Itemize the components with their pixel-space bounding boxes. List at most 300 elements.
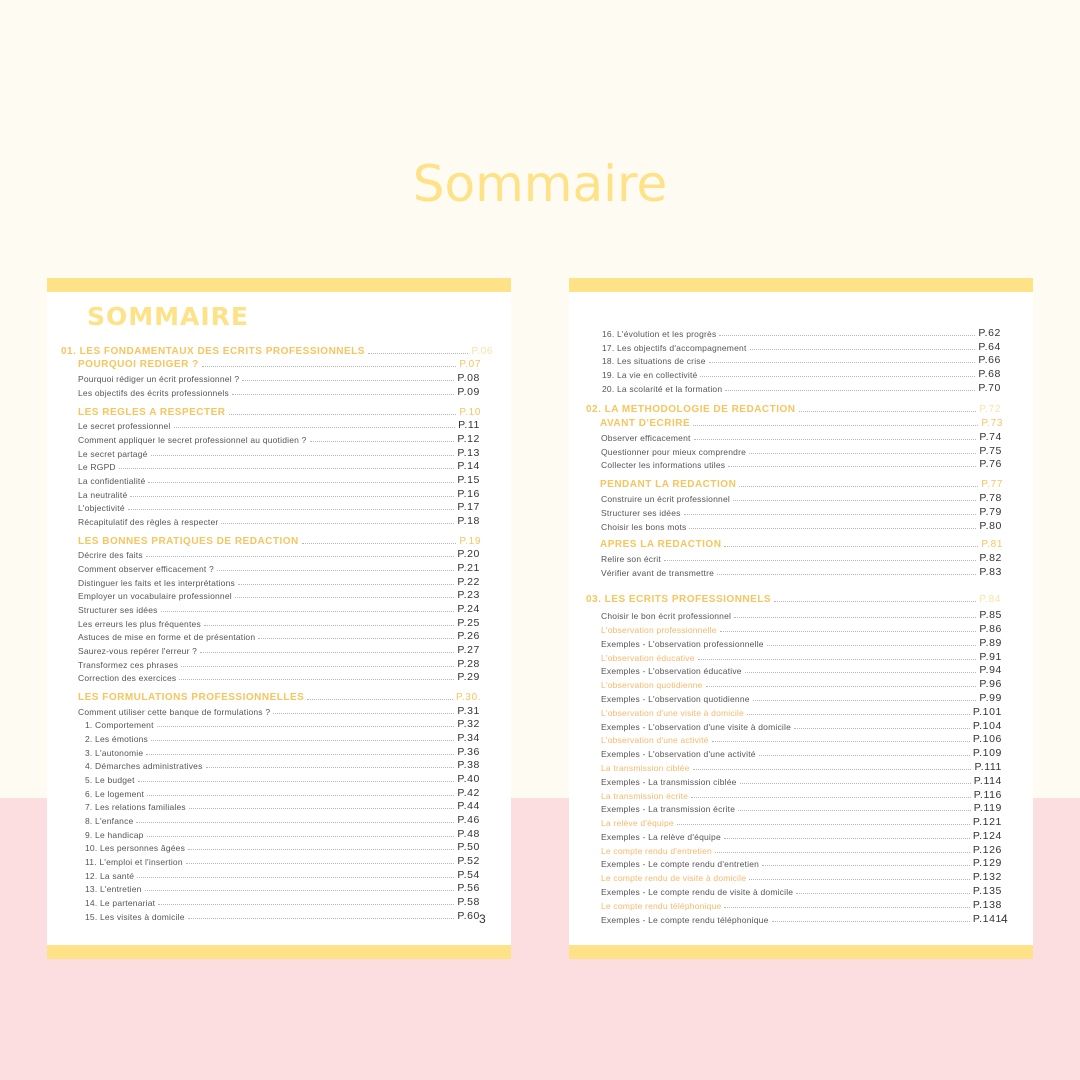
toc-entry: [569, 622, 1033, 635]
toc-entry-page: P.18: [457, 515, 480, 527]
dot-leader: [725, 390, 975, 391]
toc-entry: [47, 772, 511, 785]
dot-leader: [302, 543, 457, 544]
toc-entry-label: POURQUOI REDIGER ?: [78, 359, 199, 370]
toc-entry-label: 3. L'autonomie: [85, 748, 144, 758]
toc-entry-label: Choisir le bon écrit professionnel: [601, 611, 732, 621]
toc-entry-page: P.27: [457, 644, 480, 656]
toc-entry: [569, 457, 1033, 470]
toc-entry-page: P.116: [973, 789, 1002, 801]
dot-leader: [698, 659, 977, 660]
toc-entry: [569, 402, 1033, 415]
toc-entry: [569, 340, 1033, 353]
dot-leader: [724, 907, 969, 908]
dot-leader: [712, 741, 970, 742]
dot-leader: [693, 425, 978, 426]
toc-entry: [47, 588, 511, 601]
toc-entry: [47, 868, 511, 881]
toc-entry-label: LES FORMULATIONS PROFESSIONNELLES: [78, 692, 305, 703]
dot-leader: [204, 625, 454, 626]
toc-entry-page: P.22: [457, 576, 480, 588]
toc-entry-label: 12. La santé: [85, 871, 135, 881]
dot-leader: [137, 877, 454, 878]
toc-entry-page: P.10: [459, 407, 481, 418]
toc-entry: [47, 690, 511, 703]
toc-entry-label: L'objectivité: [78, 503, 125, 513]
dot-leader: [689, 528, 976, 529]
toc-entry-label: 8. L'enfance: [85, 816, 134, 826]
toc-entry: [47, 473, 511, 486]
toc-entry: [569, 477, 1033, 490]
toc-entry: [47, 745, 511, 758]
toc-entry: [569, 746, 1033, 759]
toc-entry-label: LES BONNES PRATIQUES DE REDACTION: [78, 536, 299, 547]
toc-entry-page: P.141: [972, 913, 1002, 925]
toc-entry-label: 7. Les relations familiales: [85, 802, 186, 812]
toc-entry: [569, 537, 1033, 550]
toc-entry-page: P.138: [972, 899, 1002, 911]
toc-entry-page: P.99: [979, 692, 1002, 704]
toc-entry-page: P.132: [972, 871, 1002, 883]
dot-leader: [724, 546, 978, 547]
toc-entry: [569, 519, 1033, 532]
toc-entry-page: P.26: [457, 630, 480, 642]
toc-entry: [47, 561, 511, 574]
toc-entry: [47, 827, 511, 840]
toc-entry-page: P.48: [457, 828, 480, 840]
toc-entry-page: P.29: [457, 671, 480, 683]
toc-entry-page: P.109: [972, 747, 1002, 759]
sommaire-heading: SOMMAIRE: [87, 302, 249, 331]
toc-entry: [569, 705, 1033, 718]
toc-entry: [47, 758, 511, 771]
toc-entry: [47, 500, 511, 513]
toc-entry-page: P.106: [972, 733, 1002, 745]
toc-entry: [569, 650, 1033, 663]
toc-entry: [569, 565, 1033, 578]
dot-leader: [750, 349, 976, 350]
toc-entry-page: P.96: [979, 678, 1002, 690]
toc-entry: [569, 353, 1033, 366]
toc-entry: [47, 895, 511, 908]
toc-entry-page: P.64: [978, 341, 1001, 353]
toc-entry-page: P.06: [471, 346, 493, 357]
toc-entry-page: P.72: [979, 404, 1001, 415]
toc-entry-label: Collecter les informations utiles: [601, 460, 726, 470]
dot-leader: [130, 496, 454, 497]
dot-leader: [759, 755, 970, 756]
toc-entry-page: P.54: [457, 869, 480, 881]
toc-entry: [569, 801, 1033, 814]
toc-entry-page: P.44: [457, 800, 480, 812]
toc-entry-page: P.17: [457, 501, 480, 513]
toc-entry-label: La transmission ciblée: [601, 763, 690, 773]
toc-entry: [47, 854, 511, 867]
toc-entry-label: Employer un vocabulaire professionnel: [78, 591, 232, 601]
toc-entry: [569, 608, 1033, 621]
toc-entry: [47, 881, 511, 894]
toc-entry-page: P.07: [459, 359, 481, 370]
toc-entry-label: Astuces de mise en forme et de présentation: [78, 632, 256, 642]
dot-leader: [200, 652, 454, 653]
toc-entry-page: P.13: [457, 447, 480, 459]
toc-entry-page: P.08: [457, 372, 480, 384]
toc-entry: [47, 840, 511, 853]
toc-entry-page: P.81: [981, 539, 1003, 550]
dot-leader: [307, 699, 453, 700]
dot-leader: [745, 672, 977, 673]
dot-leader: [310, 441, 455, 442]
toc-entry: [569, 760, 1033, 773]
dot-leader: [664, 560, 976, 561]
toc-entry-page: P.58: [457, 896, 480, 908]
dot-leader: [146, 556, 455, 557]
toc-entry-label: Saurez-vous repérer l'erreur ?: [78, 646, 198, 656]
dot-leader: [749, 453, 976, 454]
toc-entry-page: P.121: [972, 816, 1002, 828]
toc-entry: [47, 432, 511, 445]
toc-entry: [47, 670, 511, 683]
dot-leader: [138, 781, 455, 782]
toc-entry: [47, 446, 511, 459]
toc-entry-label: Pourquoi rédiger un écrit professionnel ?: [78, 374, 240, 384]
toc-entry-page: P.84: [979, 594, 1001, 605]
toc-entry-label: 02. LA METHODOLOGIE DE REDACTION: [586, 404, 796, 415]
toc-entry: [569, 719, 1033, 732]
dot-leader: [753, 700, 977, 701]
toc-entry-label: Transformez ces phrases: [78, 660, 179, 670]
toc-entry-label: Vérifier avant de transmettre: [601, 568, 715, 578]
toc-entry: [569, 843, 1033, 856]
dot-leader: [700, 376, 975, 377]
dot-leader: [717, 574, 976, 575]
toc-entry: [569, 677, 1033, 690]
toc-entry-label: Le secret professionnel: [78, 421, 171, 431]
toc-entry-page: P.83: [979, 566, 1002, 578]
toc-entry-label: 2. Les émotions: [85, 734, 149, 744]
toc-entry: [47, 717, 511, 730]
toc-entry-label: Construire un écrit professionnel: [601, 494, 730, 504]
toc-entry-label: Décrire des faits: [78, 550, 143, 560]
toc-entry: [569, 551, 1033, 564]
toc-entry: [47, 371, 511, 384]
toc-entry-label: Relire son écrit: [601, 554, 661, 564]
toc-entry: [569, 367, 1033, 380]
toc-entry-label: Comment appliquer le secret professionnel au quotidien ?: [78, 435, 307, 445]
dot-leader: [147, 795, 454, 796]
toc-entry-page: P.50: [457, 841, 480, 853]
toc-entry-label: 4. Démarches administratives: [85, 761, 203, 771]
toc-entry-label: Choisir les bons mots: [601, 522, 687, 532]
toc-entry: [47, 799, 511, 812]
toc-entry: [47, 357, 511, 370]
toc-entry-page: P.79: [979, 506, 1002, 518]
dot-leader: [772, 921, 970, 922]
dot-leader: [151, 740, 454, 741]
dot-leader: [229, 414, 457, 415]
toc-entry-label: Le RGPD: [78, 462, 116, 472]
toc-entry-page: P.38: [457, 759, 480, 771]
dot-leader: [273, 713, 454, 714]
toc-entry: [47, 547, 511, 560]
toc-entry-label: 18. Les situations de crise: [602, 356, 706, 366]
toc-entry: [47, 575, 511, 588]
toc-entry-label: APRES LA REDACTION: [600, 539, 722, 550]
dot-leader: [709, 362, 976, 363]
dot-leader: [677, 824, 970, 825]
dot-leader: [749, 879, 970, 880]
toc-entry-label: Le compte rendu de visite à domicile: [601, 873, 747, 883]
toc-entry: [569, 691, 1033, 704]
dot-leader: [181, 666, 454, 667]
dot-leader: [739, 486, 978, 487]
dot-leader: [693, 769, 972, 770]
toc-entry: [47, 813, 511, 826]
right-page: [569, 278, 1033, 959]
dot-leader: [189, 808, 455, 809]
toc-entry-page: P.09: [457, 386, 480, 398]
toc-entry: [47, 629, 511, 642]
toc-entry-page: P.82: [979, 552, 1002, 564]
toc-entry-label: Les objectifs des écrits professionnels: [78, 388, 229, 398]
toc-entry-page: P.46: [457, 814, 480, 826]
toc-entry: [47, 487, 511, 500]
toc-entry: [47, 418, 511, 431]
toc-entry-page: P.68: [978, 368, 1001, 380]
toc-entry-page: P.34: [457, 732, 480, 744]
toc-entry-label: Observer efficacement: [601, 433, 691, 443]
toc-entry: [47, 344, 511, 357]
toc-entry: [47, 602, 511, 615]
toc-entry: [47, 909, 511, 922]
toc-entry: [569, 732, 1033, 745]
toc-entry-page: P.12: [457, 433, 480, 445]
left-page: [47, 278, 511, 959]
toc-entry: [569, 663, 1033, 676]
dot-leader: [235, 597, 454, 598]
toc-entry-page: P.76: [979, 458, 1002, 470]
dot-leader: [221, 523, 454, 524]
toc-entry-page: P.104: [972, 720, 1002, 732]
toc-entry-label: Exemples - L'observation éducative: [601, 666, 742, 676]
toc-entry-label: La relève d'équipe: [601, 818, 674, 828]
toc-entry: [569, 326, 1033, 339]
toc-entry-label: 11. L'emploi et l'insertion: [85, 857, 183, 867]
toc-entry-label: L'observation d'une activité: [601, 735, 709, 745]
dot-leader: [158, 904, 454, 905]
toc-entry-page: P.75: [979, 445, 1002, 457]
toc-entry-page: P.31: [457, 705, 480, 717]
toc-entry-label: 17. Les objectifs d'accompagnement: [602, 343, 747, 353]
toc-entry: [569, 416, 1033, 429]
dot-leader: [368, 353, 468, 354]
toc-entry-page: P.111: [974, 761, 1002, 773]
toc-entry-label: 16. L'évolution et les progrès: [602, 329, 717, 339]
toc-entry-label: Distinguer les faits et les interprétations: [78, 578, 235, 588]
dot-leader: [188, 918, 455, 919]
toc-entry-page: P.119: [973, 802, 1002, 814]
dot-leader: [799, 411, 977, 412]
toc-entry-page: P.24: [457, 603, 480, 615]
dot-leader: [136, 822, 454, 823]
toc-entry: [47, 385, 511, 398]
dot-leader: [161, 611, 455, 612]
toc-entry-label: LES REGLES A RESPECTER: [78, 407, 226, 418]
dot-leader: [706, 686, 977, 687]
toc-entry: [569, 912, 1033, 925]
toc-entry-page: P.60: [457, 910, 480, 922]
toc-entry: [47, 704, 511, 717]
dot-leader: [724, 838, 970, 839]
toc-entry-page: P.28: [457, 658, 480, 670]
toc-entry-label: PENDANT LA REDACTION: [600, 479, 737, 490]
toc-entry-label: 15. Les visites à domicile: [85, 912, 185, 922]
toc-entry-page: P.129: [972, 857, 1002, 869]
toc-entry-label: Questionner pour mieux comprendre: [601, 447, 747, 457]
dot-leader: [694, 439, 977, 440]
toc-entry-page: P.101: [972, 706, 1002, 718]
toc-entry-page: P.40: [457, 773, 480, 785]
dot-leader: [738, 810, 971, 811]
toc-entry-page: P.19: [459, 536, 481, 547]
dot-leader: [151, 455, 455, 456]
toc-entry-label: Récapitulatif des règles à respecter: [78, 517, 219, 527]
dot-leader: [747, 714, 970, 715]
toc-entry-page: P.66: [978, 354, 1001, 366]
toc-entry-label: Le secret partagé: [78, 449, 148, 459]
toc-entry: [569, 829, 1033, 842]
dot-leader: [148, 482, 454, 483]
toc-entry-page: P.126: [972, 844, 1002, 856]
toc-entry: [569, 430, 1033, 443]
toc-entry-page: P.30.: [455, 692, 481, 703]
dot-leader: [794, 728, 970, 729]
dot-leader: [719, 335, 975, 336]
toc-entry: [47, 514, 511, 527]
dot-leader: [186, 863, 455, 864]
toc-entry: [569, 505, 1033, 518]
toc-entry-page: P.78: [979, 492, 1002, 504]
toc-entry-page: P.135: [972, 885, 1002, 897]
toc-entry-label: Exemples - Le compte rendu de visite à domicile: [601, 887, 794, 897]
toc-entry-page: P.32: [457, 718, 480, 730]
toc-entry-page: P.23: [457, 589, 480, 601]
toc-entry: [47, 405, 511, 418]
toc-entry: [47, 731, 511, 744]
toc-entry: [569, 491, 1033, 504]
toc-entry-label: Exemples - Le compte rendu d'entretien: [601, 859, 760, 869]
toc-entry: [47, 459, 511, 472]
toc-entry-label: L'observation d'une visite à domicile: [601, 708, 744, 718]
dot-leader: [734, 617, 976, 618]
toc-entry-page: P.85: [979, 609, 1002, 621]
dot-leader: [762, 865, 970, 866]
toc-entry-label: L'observation quotidienne: [601, 680, 703, 690]
toc-entry-label: Exemples - Le compte rendu téléphonique: [601, 915, 769, 925]
toc-entry: [569, 884, 1033, 897]
toc-entry-label: Exemples - L'observation quotidienne: [601, 694, 750, 704]
dot-leader: [232, 394, 454, 395]
dot-leader: [774, 601, 976, 602]
toc-entry-page: P.80: [979, 520, 1002, 532]
toc-entry-label: Le compte rendu d'entretien: [601, 846, 712, 856]
toc-entry-page: P.77: [981, 479, 1003, 490]
toc-entry-label: Exemples - L'observation d'une activité: [601, 749, 756, 759]
toc-entry-page: P.74: [979, 431, 1002, 443]
dot-leader: [238, 584, 454, 585]
toc-entry: [47, 534, 511, 547]
toc-entry-label: Exemples - La transmission écrite: [601, 804, 736, 814]
dot-leader: [733, 500, 976, 501]
toc-entry: [569, 815, 1033, 828]
toc-entry-page: P.20: [457, 548, 480, 560]
toc-entry: [569, 788, 1033, 801]
toc-entry-page: P.114: [973, 775, 1002, 787]
toc-entry-label: 1. Comportement: [85, 720, 154, 730]
dot-leader: [179, 679, 454, 680]
toc-entry-page: P.73: [981, 418, 1003, 429]
toc-entry: [569, 856, 1033, 869]
toc-entry-page: P.25: [457, 617, 480, 629]
toc-entry: [569, 774, 1033, 787]
dot-leader: [202, 366, 457, 367]
toc-entry-page: P.62: [978, 327, 1001, 339]
dot-leader: [128, 509, 455, 510]
toc-entry: [47, 657, 511, 670]
toc-entry-label: 01. LES FONDAMENTAUX DES ECRITS PROFESSIONNELS: [61, 346, 365, 357]
toc-entry-label: 6. Le logement: [85, 789, 145, 799]
toc-entry-label: 19. La vie en collectivité: [602, 370, 698, 380]
page-number: 3: [479, 912, 486, 926]
dot-leader: [684, 514, 977, 515]
toc-entry-page: P.16: [457, 488, 480, 500]
dot-leader: [796, 893, 970, 894]
toc-entry-label: Correction des exercices: [78, 673, 177, 683]
toc-entry: [47, 616, 511, 629]
dot-leader: [145, 890, 455, 891]
toc-entry-page: P.52: [457, 855, 480, 867]
toc-entry-label: Structurer ses idées: [78, 605, 158, 615]
toc-entry-label: Structurer ses idées: [601, 508, 681, 518]
toc-entry: [47, 643, 511, 656]
main-title: Sommaire: [412, 155, 668, 213]
toc-entry-label: Les erreurs les plus fréquentes: [78, 619, 201, 629]
dot-leader: [715, 852, 970, 853]
toc-entry-page: P.94: [979, 664, 1002, 676]
toc-entry-page: P.15: [457, 474, 480, 486]
dot-leader: [206, 767, 455, 768]
toc-entry-page: P.70: [978, 382, 1001, 394]
toc-entry-label: L'observation professionnelle: [601, 625, 717, 635]
dot-leader: [740, 783, 971, 784]
toc-entry-label: Comment observer efficacement ?: [78, 564, 214, 574]
toc-entry-page: P.36: [457, 746, 480, 758]
page-number: 4: [1001, 912, 1008, 926]
dot-leader: [174, 427, 456, 428]
toc-entry-page: P.14: [457, 460, 480, 472]
dot-leader: [242, 380, 454, 381]
toc-entry-label: La transmission écrite: [601, 791, 689, 801]
dot-leader: [146, 754, 454, 755]
toc-entry-label: Le compte rendu téléphonique: [601, 901, 722, 911]
toc-entry-label: 9. Le handicap: [85, 830, 144, 840]
toc-entry-label: 5. Le budget: [85, 775, 135, 785]
dot-leader: [720, 631, 977, 632]
toc-entry-page: P.56: [457, 882, 480, 894]
dot-leader: [767, 645, 977, 646]
toc-entry-label: Comment utiliser cette banque de formulations ?: [78, 707, 271, 717]
toc-entry-label: 13. L'entretien: [85, 884, 142, 894]
